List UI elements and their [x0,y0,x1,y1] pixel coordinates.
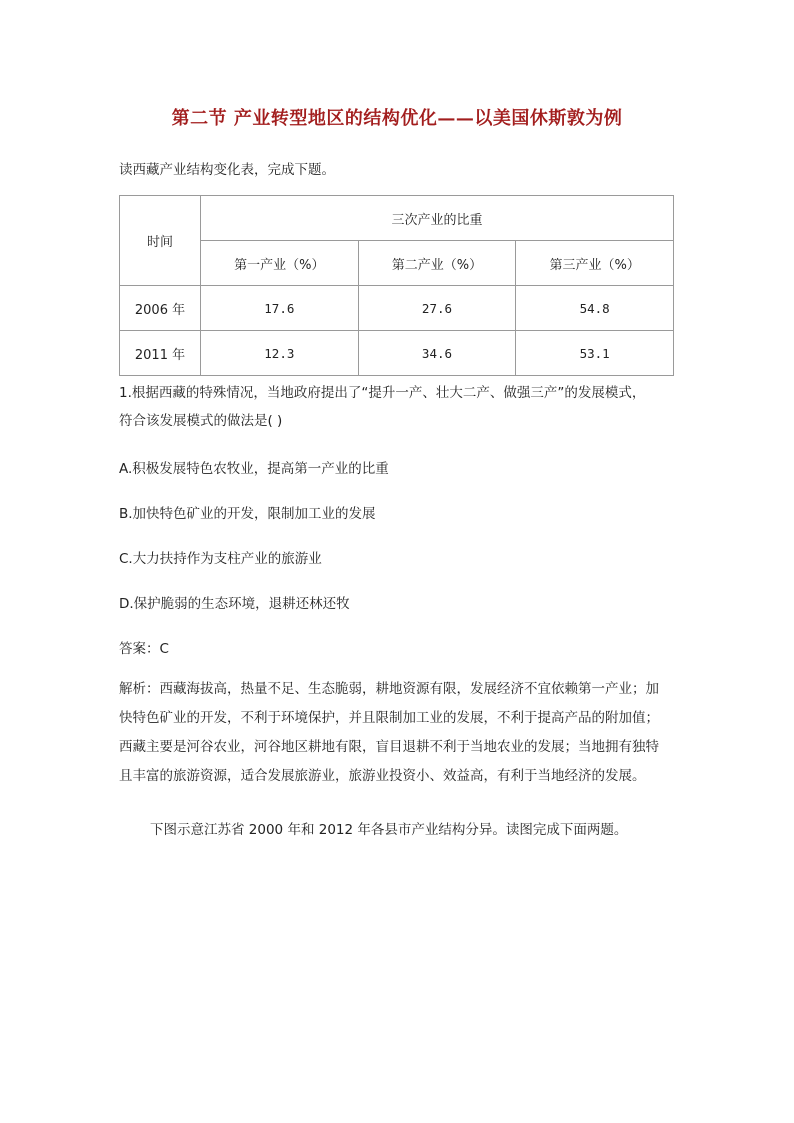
answer-text: 答案：C [119,641,169,657]
industry-structure-table [119,195,674,376]
table-header-row [120,196,674,241]
question-line: 1.根据西藏的特殊情况，当地政府提出了“提升一产、壮大二产、做强三产”的发展模式， [119,385,646,401]
explanation-line: 且丰富的旅游资源，适合发展旅游业，旅游业投资小、效益高，有利于当地经济的发展。 [119,768,646,784]
column-header-primary: 第一产业（%） [201,241,359,286]
value-cell: 53.1 [516,331,674,376]
question-1 [119,379,679,435]
column-header-tertiary: 第三产业（%） [516,241,674,286]
time-header: 时间 [120,196,201,286]
value-cell: 12.3 [201,331,359,376]
table-row [120,331,674,376]
year-cell: 2006 年 [120,286,201,331]
value-cell: 34.6 [358,331,516,376]
next-section-intro: 下图示意江苏省 2000 年和 2012 年各县市产业结构分异。读图完成下面两题。 [150,822,628,838]
option-b: B.加快特色矿业的开发，限制加工业的发展 [119,506,376,522]
page-title: 第二节 产业转型地区的结构优化——以美国休斯敦为例 [171,108,623,129]
explanation-line: 西藏主要是河谷农业，河谷地区耕地有限，盲目退耕不利于当地农业的发展；当地拥有独特 [119,739,659,755]
explanation-line: 快特色矿业的开发，不利于环境保护，并且限制加工业的发展，不利于提高产品的附加值； [119,710,659,726]
year-cell: 2011 年 [120,331,201,376]
instruction-text: 读西藏产业结构变化表，完成下题。 [119,162,335,178]
explanation-block [119,675,679,791]
explanation-line: 解析：西藏海拔高，热量不足、生态脆弱，耕地资源有限，发展经济不宜依赖第一产业；加 [119,681,659,697]
option-a: A.积极发展特色农牧业，提高第一产业的比重 [119,461,389,477]
option-d: D.保护脆弱的生态环境，退耕还林还牧 [119,596,350,612]
table-subheader-row [120,241,674,286]
group-header: 三次产业的比重 [201,196,674,241]
value-cell: 54.8 [516,286,674,331]
table-row [120,286,674,331]
option-c: C.大力扶持作为支柱产业的旅游业 [119,551,322,567]
column-header-secondary: 第二产业（%） [358,241,516,286]
value-cell: 17.6 [201,286,359,331]
value-cell: 27.6 [358,286,516,331]
question-line: 符合该发展模式的做法是( ) [119,413,283,429]
